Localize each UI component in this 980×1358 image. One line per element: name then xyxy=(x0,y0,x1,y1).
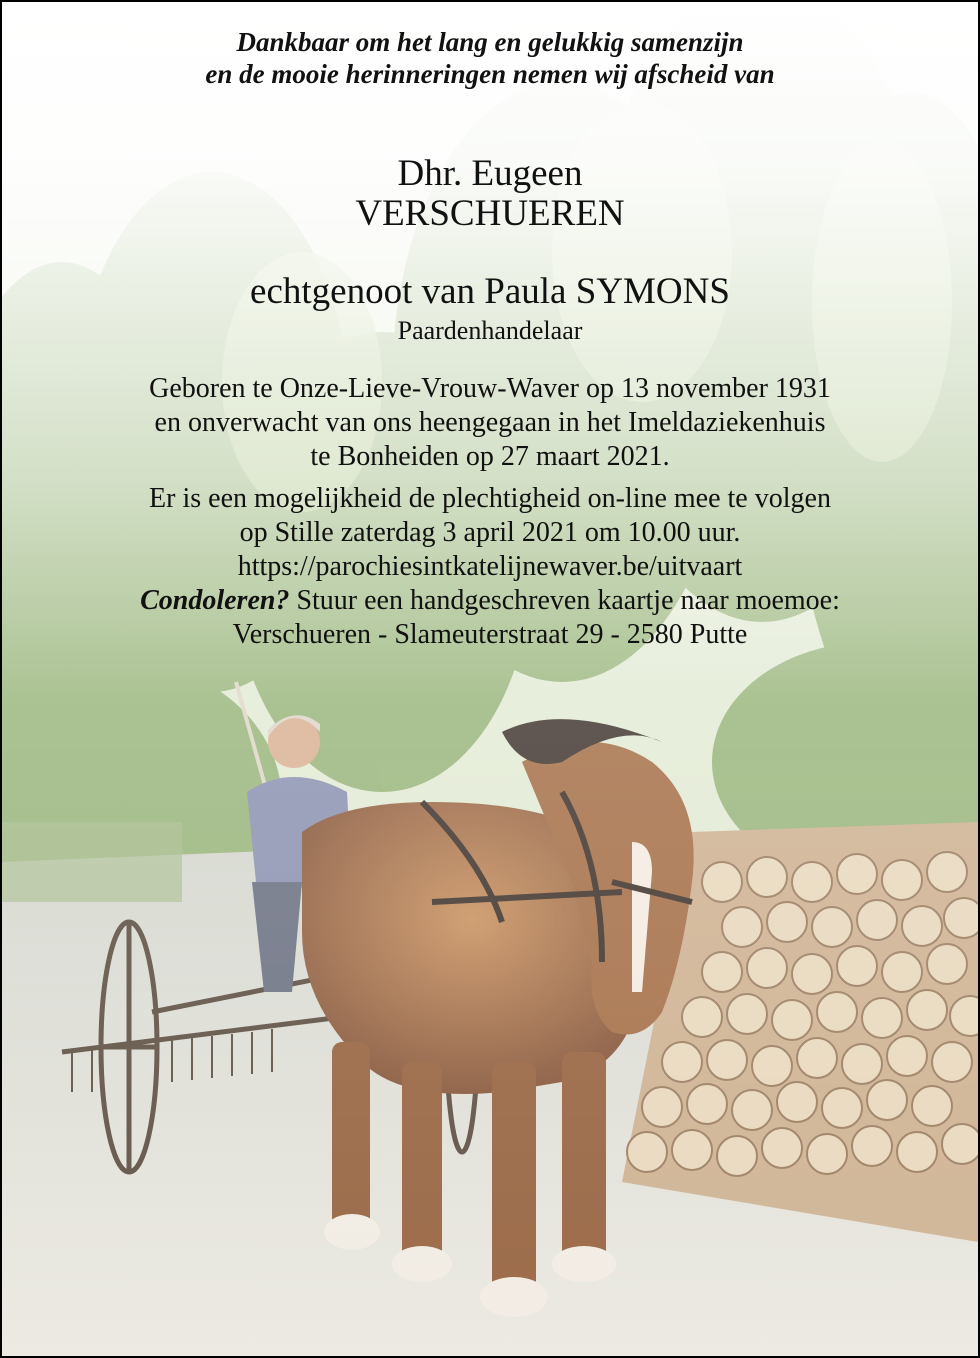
ceremony-line-1: Er is een mogelijkheid de plechtigheid on-line mee te volgen xyxy=(149,483,831,514)
deceased-first-name: Dhr. Eugeen xyxy=(397,153,583,194)
condolences-address: Verschueren - Slameuterstraat 29 - 2580 Putte xyxy=(232,619,748,650)
intro-text xyxy=(2,26,978,90)
death-line: en onverwacht van ons heengegaan in het Imeldaziekenhuis xyxy=(154,407,826,438)
intro-line-1: Dankbaar om het lang en gelukkig samenzijn xyxy=(236,27,744,57)
notice-text xyxy=(2,2,978,652)
intro-line-2: en de mooie herinneringen nemen wij afscheid van xyxy=(205,59,775,89)
ceremony-link[interactable]: https://parochiesintkatelijnewaver.be/uitvaart xyxy=(237,551,743,582)
ceremony-line-2: op Stille zaterdag 3 april 2021 om 10.00 uur. xyxy=(239,517,741,548)
profession: Paardenhandelaar xyxy=(397,316,583,345)
condolences-text: Stuur een handgeschreven kaartje naar moemoe: xyxy=(289,585,840,616)
birth-death-paragraph xyxy=(2,372,978,474)
condolences-label: Condoleren? xyxy=(140,585,290,616)
ceremony-paragraph xyxy=(2,482,978,584)
deceased-last-name: VERSCHUEREN xyxy=(355,193,625,234)
condolences-paragraph xyxy=(2,584,978,652)
spouse-line: echtgenoot van Paula SYMONS xyxy=(250,271,730,312)
condolences-line xyxy=(2,584,978,618)
birth-line: Geboren te Onze-Lieve-Vrouw-Waver op 13 november 1931 xyxy=(149,373,831,404)
death-place-line: te Bonheiden op 27 maart 2021. xyxy=(310,441,670,472)
